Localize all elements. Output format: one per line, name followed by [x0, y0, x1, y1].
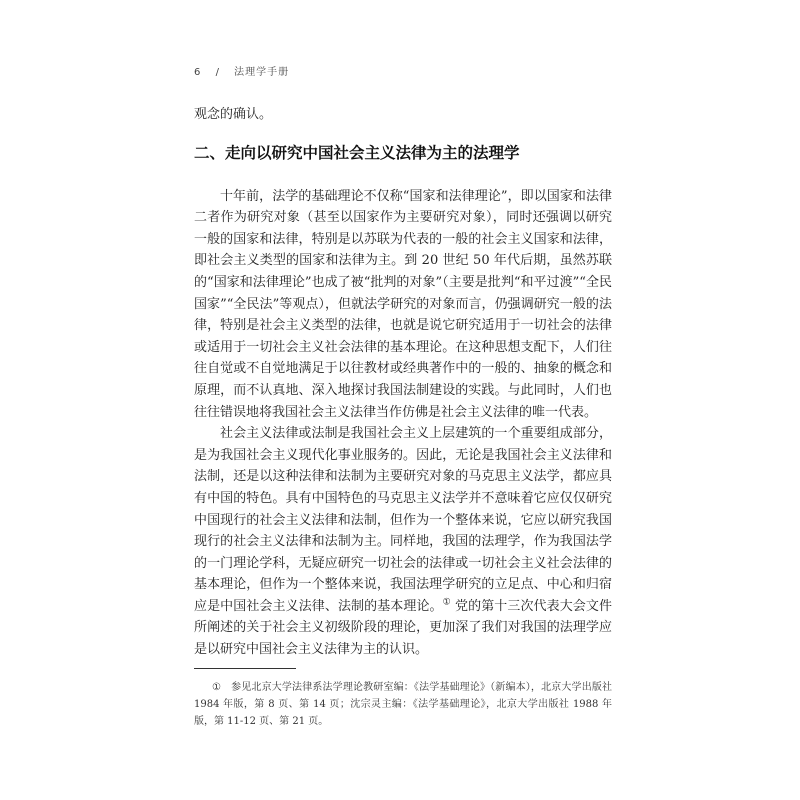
section-heading: 二、走向以研究中国社会主义法律为主的法理学 [194, 143, 520, 162]
main-text [194, 104, 612, 661]
footnote-divider [194, 668, 296, 669]
page-number: 6 [194, 67, 202, 78]
paragraph-2 [194, 423, 612, 661]
footnote-mark: ① [212, 682, 222, 693]
paragraph-2-text-after-ref: 党的第十三次代表大会文件所阐述的关于社会主义初级阶段的理论，更加深了我们对我国的法理学应是以研究中国社会主义法律为主的认识。 [194, 598, 612, 658]
book-title: 法理学手册 [234, 67, 290, 78]
paragraph-2-text-before-ref: 社会主义法律或法制是我国社会主义上层建筑的一个重要组成部分，是为我国社会主义现代化事业服务的。因此，无论是我国社会主义法律和法制，还是以这种法律和法制为主要研究对象的马克思主义法学，都应具有中国的特色。具有中国特色的马克思主义法学并不意味着它应仅仅研究中国现行的社会主义法律和法制，但作为一个整体来说，它应以研究我国现行的社会主义法律和法制为主。同样地，我国的法理学，作为我国法学的一门理论学科，无疑应研究一切社会的法律或一切社会主义社会法律的基本理论，但作为一个整体来说，我国法理学研究的立足点、中心和归宿应是中国社会主义法律、法制的基本理论。 [194, 426, 612, 614]
header-separator: / [215, 67, 220, 78]
running-header [194, 63, 299, 78]
footnote [194, 679, 612, 730]
continued-text: 观念的确认。 [194, 107, 273, 122]
paragraph-1: 十年前，法学的基础理论不仅称“国家和法律理论”，即以国家和法律二者作为研究对象（甚至以国家作为主要研究对象），同时还强调以研究一般的国家和法律，特别是以苏联为代表的一般的社会主义国家和法律，即社会主义类型的国家和法律为主。到 20 世纪 50 年代后期，虽然苏联的“国家和法律理论”也成了被“批判的对象”（主要是批判“和平过渡”“全民国家”“全民法”等观点），但就法学研究的对象而言，仍强调研究一般的法律，特别是社会主义类型的法律，也就是说它研究适用于一切社会的法律或适用于一切社会主义社会法律的基本理论。在这种思想支配下，人们往往自觉或不自觉地满足于以往教材或经典著作中的一般的、抽象的概念和原理，而不认真地、深入地探讨我国法制建设的实践。与此同时，人们也往往错误地将我国社会主义法律当作仿佛是社会主义法律的唯一代表。 [194, 188, 612, 420]
footnote-reference[interactable]: ① [442, 597, 451, 608]
footnote-text: 参见北京大学法律系法学理论教研室编：《法学基础理论》（新编本），北京大学出版社 1984 年版，第 8 页、第 14 页；沈宗灵主编：《法学基础理论》，北京大学出版社 1988 年版，第 11-12 页、第 21 页。 [194, 682, 613, 727]
